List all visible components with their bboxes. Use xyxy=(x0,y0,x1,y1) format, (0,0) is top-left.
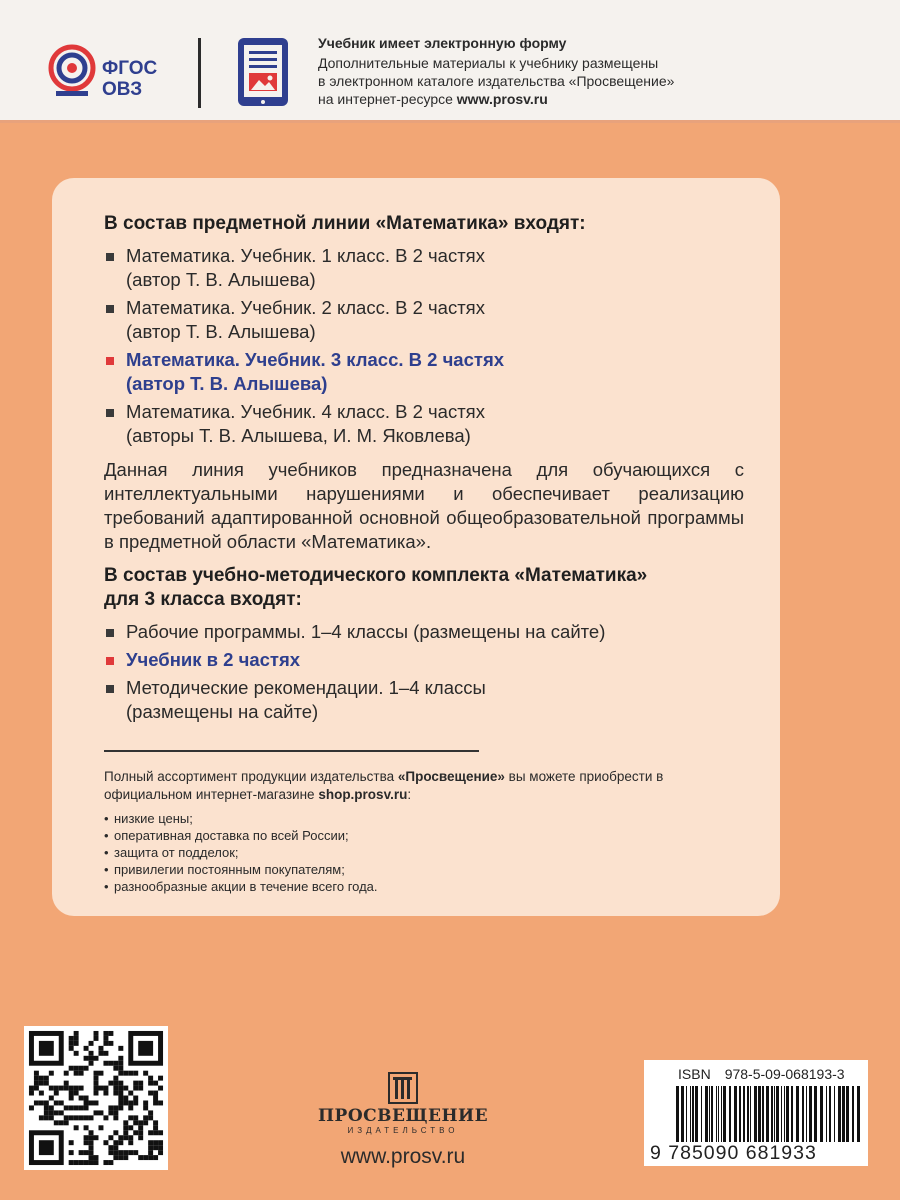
benefit-item: • защита от подделок; xyxy=(104,844,744,861)
benefits-list xyxy=(104,810,744,895)
list-item-line2: (автор Т. В. Алышева) xyxy=(126,373,328,394)
list-item-line2: (размещены на сайте) xyxy=(126,701,319,722)
list-item-line1: Математика. Учебник. 3 класс. В 2 частях xyxy=(126,349,505,370)
benefit-item: • оперативная доставка по всей России; xyxy=(104,827,744,844)
subject-line-list xyxy=(104,244,744,448)
publisher-block xyxy=(318,1072,488,1169)
list-item-line1: Математика. Учебник. 4 класс. В 2 частях xyxy=(126,401,485,422)
eform-line1: Дополнительные материалы к учебнику размещены xyxy=(318,55,659,71)
shop-text-mid: вы можете приобрести в официальном интернет-магазине xyxy=(104,769,664,802)
eform-line3-prefix: на интернет-ресурсе xyxy=(318,91,457,107)
header-bar xyxy=(0,0,900,123)
shop-text-prefix: Полный ассортимент продукции издательства xyxy=(104,769,398,784)
header-divider xyxy=(198,38,201,108)
eform-line3 xyxy=(318,90,674,108)
shop-url-link[interactable]: shop.prosv.ru xyxy=(318,787,408,802)
bullet-square-icon xyxy=(106,305,114,313)
bullet-square-icon xyxy=(106,409,114,417)
list-item-highlighted xyxy=(104,348,744,396)
fgos-label xyxy=(102,58,157,100)
kit-heading-line1: В состав учебно-методического комплекта «Математика» xyxy=(104,565,648,586)
shop-text xyxy=(104,768,744,804)
section-divider xyxy=(104,750,479,752)
kit-heading xyxy=(104,564,744,612)
subject-line-heading: В состав предметной линии «Математика» входят: xyxy=(104,213,586,234)
benefit-item: • привилегии постоянным покупателям; xyxy=(104,861,744,878)
list-item-line1: Рабочие программы. 1–4 классы (размещены на сайте) xyxy=(126,621,606,642)
fgos-line2: ОВЗ xyxy=(102,79,143,100)
list-item xyxy=(104,296,744,344)
barcode-digits: 9 785090 681933 xyxy=(650,1142,817,1164)
eform-url-link[interactable]: www.prosv.ru xyxy=(456,91,548,107)
bullet-square-icon xyxy=(106,357,114,365)
shop-text-suffix: : xyxy=(407,787,412,802)
publisher-url-link[interactable]: www.prosv.ru xyxy=(340,1145,466,1168)
list-item-line1: Математика. Учебник. 1 класс. В 2 частях xyxy=(126,245,485,266)
fgos-logo-icon xyxy=(48,44,96,100)
publisher-subtitle: ИЗДАТЕЛЬСТВО xyxy=(347,1126,459,1135)
bullet-square-icon xyxy=(106,657,114,665)
isbn-label: ISBN xyxy=(678,1066,711,1082)
description-paragraph: Данная линия учебников предназначена для обучающихся с интеллектуальными нарушениями и обеспечивает реализацию требований адаптированной основной общеобразовательной программы в предметной области «Математика». xyxy=(104,459,744,552)
eform-line2: в электронном каталоге издательства «Просвещение» xyxy=(318,73,675,89)
list-item xyxy=(104,244,744,292)
benefit-item: • низкие цены; xyxy=(104,810,744,827)
bullet-square-icon xyxy=(106,685,114,693)
barcode-icon xyxy=(674,1086,864,1142)
isbn-barcode-box xyxy=(644,1060,868,1166)
list-item xyxy=(104,676,744,724)
isbn-line xyxy=(678,1066,859,1082)
fgos-line1: ФГОС xyxy=(102,58,158,79)
shop-brand: «Просвещение» xyxy=(397,769,505,784)
list-item-line2: (автор Т. В. Алышева) xyxy=(126,269,316,290)
kit-list xyxy=(104,620,744,724)
list-item xyxy=(104,620,744,644)
publisher-name: ПРОСВЕЩЕНИЕ xyxy=(318,1106,489,1126)
bullet-square-icon xyxy=(106,629,114,637)
list-item-line1: Учебник в 2 частях xyxy=(126,649,301,670)
isbn-number: 978-5-09-068193-3 xyxy=(724,1066,845,1082)
qr-code-icon[interactable] xyxy=(24,1026,168,1170)
publisher-logo-icon xyxy=(388,1072,418,1104)
tablet-icon xyxy=(236,36,290,108)
kit-heading-line2: для 3 класса входят: xyxy=(104,589,302,610)
list-item xyxy=(104,400,744,448)
panel-content xyxy=(104,212,744,895)
bullet-square-icon xyxy=(106,253,114,261)
list-item-line1: Математика. Учебник. 2 класс. В 2 частях xyxy=(126,297,485,318)
benefit-item: • разнообразные акции в течение всего года. xyxy=(104,878,744,895)
list-item-line2: (авторы Т. В. Алышева, И. М. Яковлева) xyxy=(126,425,471,446)
eform-notice xyxy=(318,34,674,108)
list-item-highlighted xyxy=(104,648,744,672)
eform-title: Учебник имеет электронную форму xyxy=(318,35,567,51)
shop-info xyxy=(104,768,744,895)
list-item-line1: Методические рекомендации. 1–4 классы xyxy=(126,677,486,698)
list-item-line2: (автор Т. В. Алышева) xyxy=(126,321,316,342)
